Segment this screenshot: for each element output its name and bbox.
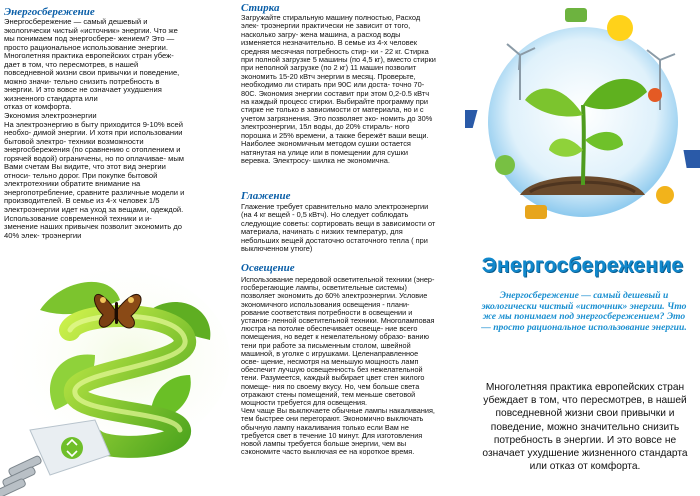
lighting-text: Использование передовой осветительной техники (энер- госберегающие лампы, осветительные системы) позволяет экономить до 60% электроэнергии. Условие экономичного использования освещения - плани- рование соответствия потребности в освещении и установ- ленной осветительной техники. Многоламповая люстра на потолке обеспечивает освеще- ние всего помещения, но ведет к нежелательному образо- ванию тени при работе за письменным столом, швейной машиной, в уголке с игрушками. Целенаправленное осве- щение, несмотря на меньшую мощность ламп обеспечит лучшую освещенность без нежелательной тени. Разумеется, каждый выбирает цвет стен жилого помеще- ния по своему вкусу. Но, чем больше света отражают стены помещений, тем меньше световой мощности требуется для освещения. Чем чаще Вы выключаете обычные лампы накаливания, тем быстрее они перегорают. Экономично выключать обычную лампу накаливания только если Вам не требуется свет в течение 10 минут. Для изготовления новой лампы требуется больше энергии, чем вы сэкономите часто выключая ее на короткое время. [241, 275, 435, 457]
sprout-globe-icon [465, 0, 700, 245]
sun-icon [607, 15, 633, 41]
section-heading-lighting: Освещение [241, 262, 295, 274]
energy-saving-text: Энергосбережение — самый дешевый и экологически чистый «источник» энергии. Что же мы понимаем под энергосбере- жением? Это — просто рациональное использование энергии. Многолетняя практика европейских стран убеж- дает в том, что пересмотрев, в нашей повседневной жизни свои привычки и поведение, можно значи- тельно снизить потребность в энергии. И это вовсе не означает ухудшения жизненного стандарта или отказ от комфорта. Экономия электроэнергии На электроэнергию в быту приходится 9-10% всей необхо- димой энергии. И хотя при использовании бытовой электро- техники возможности энергосбережения (по сравнению с отоплением и горячей водой) ограничены, но по оплачивае- мым Вами счетам Вы видите, что этот вид энергии относи- тельно дорог. При покупке бытовой электротехники обратите внимание на энергопотребление, сравните различные модели и производителей. В семье из 4-х человек 1/5 электроэнергии идет на уход за вещами, одеждой. Использование современной техники и и- зменение наших привычек позволит экономить до 40% элек- троэнергии [4, 17, 185, 240]
brochure-body: Многолетняя практика европейских стран убеждает в том, что пересмотрев, в нашей повседневной жизни свои привычки и поведение, можно значительно снизить потребность в энергии. И это вовсе не означает ухудшение жизненного стандарта или отказ от комфорта. [482, 382, 688, 473]
brochure-title: Энергосбережение [481, 254, 684, 277]
middle-panel [233, 0, 465, 496]
section-heading-energy-saving: Энергосбережение [4, 6, 95, 18]
section-heading-washing: Стирка [241, 2, 280, 14]
washing-text: Загружайте стиральную машину полностью, Расход элек- троэнергии практически не зависит от того, насколько загру- жена машина, а расход воды изменяется незначительно. В семье из 4-х человек средняя месячная потребность стир- ки - 22 кг. Стирка при полной загрузке 5 машины (по 4,5 кг), вместо стирки при неполной загрузке (по 2 кг) 11 машин позволит экономить 15-20 кВтч энергии в месяц. Проверьте, необходимо ли стирать при 90С или доста- точно 70- 80С. Экономия энергии составит при этом 0,2-0.5 кВтч на каждый процесс стирки. Выбирайте программу при стирке не только в зависимости от материала, но и с учетом загрязнения. Это позволяет эко- номить до 30% электроэнергии, 15л воды, до 20% стираль- ного порошка и 25% времени, а также бережёт ваши вещи. Наиболее экономичным методом сушки остается натянутая на улице или в помещении для сушки веревка. Электросу- шилка не экономична. [241, 13, 436, 165]
left-panel [0, 0, 233, 496]
ironing-text: Глажение требует сравнительно мало электроэнергии (на 4 кг вещей - 0,5 кВтч). Но следует соблюдать следующие советы: сортировать вещи в зависимости от материала, начинать с низких температур, для небольших вещей достаточно остаточного тепла ( при выключенном утюге) [241, 202, 436, 254]
right-panel [465, 0, 700, 496]
brochure-subtitle: Энергосбережение — самый дешевый и экологически чистый «источник» энергии. Что же мы понимаем под энергосбережением? Это — просто рациональное использование энергии. [481, 290, 687, 333]
section-heading-ironing: Глажение [241, 190, 291, 202]
energy-saving-bulb-icon [0, 270, 233, 496]
